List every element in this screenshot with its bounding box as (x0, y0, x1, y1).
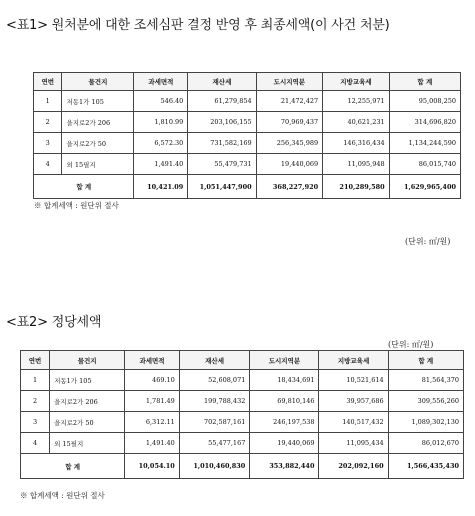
table-cell: 546.40 (134, 91, 188, 112)
table-row (21, 391, 464, 412)
table-cell: 469.10 (125, 370, 180, 391)
table-cell: 314,696,820 (389, 112, 460, 133)
table-cell: 39,957,686 (319, 391, 388, 412)
table-cell: 외 15필지 (62, 154, 134, 175)
table-cell: 246,197,538 (250, 412, 319, 433)
table-cell: 95,008,250 (389, 91, 460, 112)
table-cell: 을지로2가 50 (62, 133, 134, 154)
table1-header-cell: 도시지역분 (256, 73, 323, 91)
table2-unit-label: (단위: ㎡/원) (388, 340, 434, 349)
table-cell: 1,491.40 (125, 433, 180, 454)
table-cell: 1,134,244,590 (389, 133, 460, 154)
table-cell: 18,434,691 (250, 370, 319, 391)
table-cell: 40,621,231 (323, 112, 390, 133)
table-cell: 61,279,854 (188, 91, 256, 112)
table2-header-row (21, 351, 464, 370)
table-cell: 1,010,460,830 (179, 454, 250, 479)
table-cell: 11,095,948 (323, 154, 390, 175)
table-cell: 19,440,069 (256, 154, 323, 175)
total-label: 합 계 (21, 454, 125, 479)
table2-title: <표2> 정당세액 (6, 315, 102, 330)
table-cell: 10,421.09 (134, 175, 188, 199)
table-cell: 12,255,971 (323, 91, 390, 112)
table1-header-cell: 재산세 (188, 73, 256, 91)
table-cell: 1,051,447,900 (188, 175, 256, 199)
table2-header-cell: 합 계 (388, 351, 463, 370)
total-label: 합 계 (34, 175, 134, 199)
table-row (21, 412, 464, 433)
table-cell: 2 (34, 112, 62, 133)
table-cell: 70,969,437 (256, 112, 323, 133)
table1-total-row (34, 175, 461, 199)
table2-header-cell: 지방교육세 (319, 351, 388, 370)
table2-header-cell: 도시지역분 (250, 351, 319, 370)
table-cell: 3 (34, 133, 62, 154)
table-cell: 309,556,260 (388, 391, 463, 412)
table-cell: 4 (34, 154, 62, 175)
table-cell: 81,564,370 (388, 370, 463, 391)
table-cell: 21,472,427 (256, 91, 323, 112)
table-cell: 199,788,432 (179, 391, 250, 412)
table-cell: 저동1가 105 (62, 91, 134, 112)
table-cell: 을지로2가 206 (62, 112, 134, 133)
table-cell: 86,012,670 (388, 433, 463, 454)
table1-unit-label: (단위: ㎡/원) (405, 237, 451, 246)
table-cell: 52,608,071 (179, 370, 250, 391)
table2-header-cell: 재산세 (179, 351, 250, 370)
table-row (34, 133, 461, 154)
table-row (34, 91, 461, 112)
table-cell: 55,477,167 (179, 433, 250, 454)
table1-header-cell: 과세면적 (134, 73, 188, 91)
table-cell: 210,289,580 (323, 175, 390, 199)
table-cell: 2 (21, 391, 50, 412)
table-cell: 86,015,740 (389, 154, 460, 175)
table-cell: 55,479,731 (188, 154, 256, 175)
table2-header-cell: 과세면적 (125, 351, 180, 370)
table-cell: 1,781.49 (125, 391, 180, 412)
table1-title: <표1> 원처분에 대한 조세심판 결정 반영 후 최종세액(이 사건 처분) (6, 18, 390, 33)
table-cell: 외 15필지 (50, 433, 125, 454)
table-cell: 256,345,989 (256, 133, 323, 154)
table-cell: 69,810,146 (250, 391, 319, 412)
table-row (21, 370, 464, 391)
table-cell: 1,491.40 (134, 154, 188, 175)
table2-header-cell: 물건지 (50, 351, 125, 370)
table1-note: ※ 합계세액 : 원단위 절사 (34, 201, 119, 210)
table1-header-cell: 물건지 (62, 73, 134, 91)
table-cell: 저동1가 105 (50, 370, 125, 391)
table-cell: 202,092,160 (319, 454, 388, 479)
table2-total-row (21, 454, 464, 479)
table-cell: 을지로2가 206 (50, 391, 125, 412)
table-cell: 146,316,434 (323, 133, 390, 154)
table-cell: 353,882,440 (250, 454, 319, 479)
table-cell: 1 (21, 370, 50, 391)
table-cell: 4 (21, 433, 50, 454)
table-cell: 368,227,920 (256, 175, 323, 199)
table1-header-row (34, 73, 461, 91)
table-cell: 1,089,302,130 (388, 412, 463, 433)
table-cell: 10,054.10 (125, 454, 180, 479)
table-cell: 1,810.99 (134, 112, 188, 133)
table-cell: 6,572.30 (134, 133, 188, 154)
table-cell: 702,587,161 (179, 412, 250, 433)
table-cell: 140,517,432 (319, 412, 388, 433)
table-row (34, 154, 461, 175)
table-row (21, 433, 464, 454)
table-cell: 1,629,965,400 (389, 175, 460, 199)
table-cell: 203,106,155 (188, 112, 256, 133)
table-cell: 731,582,169 (188, 133, 256, 154)
table-cell: 1,566,435,430 (388, 454, 463, 479)
table-cell: 을지로2가 50 (50, 412, 125, 433)
table1-header-cell: 합 계 (389, 73, 460, 91)
table2 (20, 350, 464, 479)
table2-note: ※ 합계세액 : 원단위 절사 (20, 491, 105, 500)
table2-header-cell: 연번 (21, 351, 50, 370)
table-cell: 6,312.11 (125, 412, 180, 433)
table-cell: 19,440,069 (250, 433, 319, 454)
table-row (34, 112, 461, 133)
table-cell: 10,521,614 (319, 370, 388, 391)
table-cell: 11,095,434 (319, 433, 388, 454)
table1-header-cell: 지방교육세 (323, 73, 390, 91)
table-cell: 1 (34, 91, 62, 112)
table-cell: 3 (21, 412, 50, 433)
table1 (33, 72, 461, 199)
table1-header-cell: 연번 (34, 73, 62, 91)
